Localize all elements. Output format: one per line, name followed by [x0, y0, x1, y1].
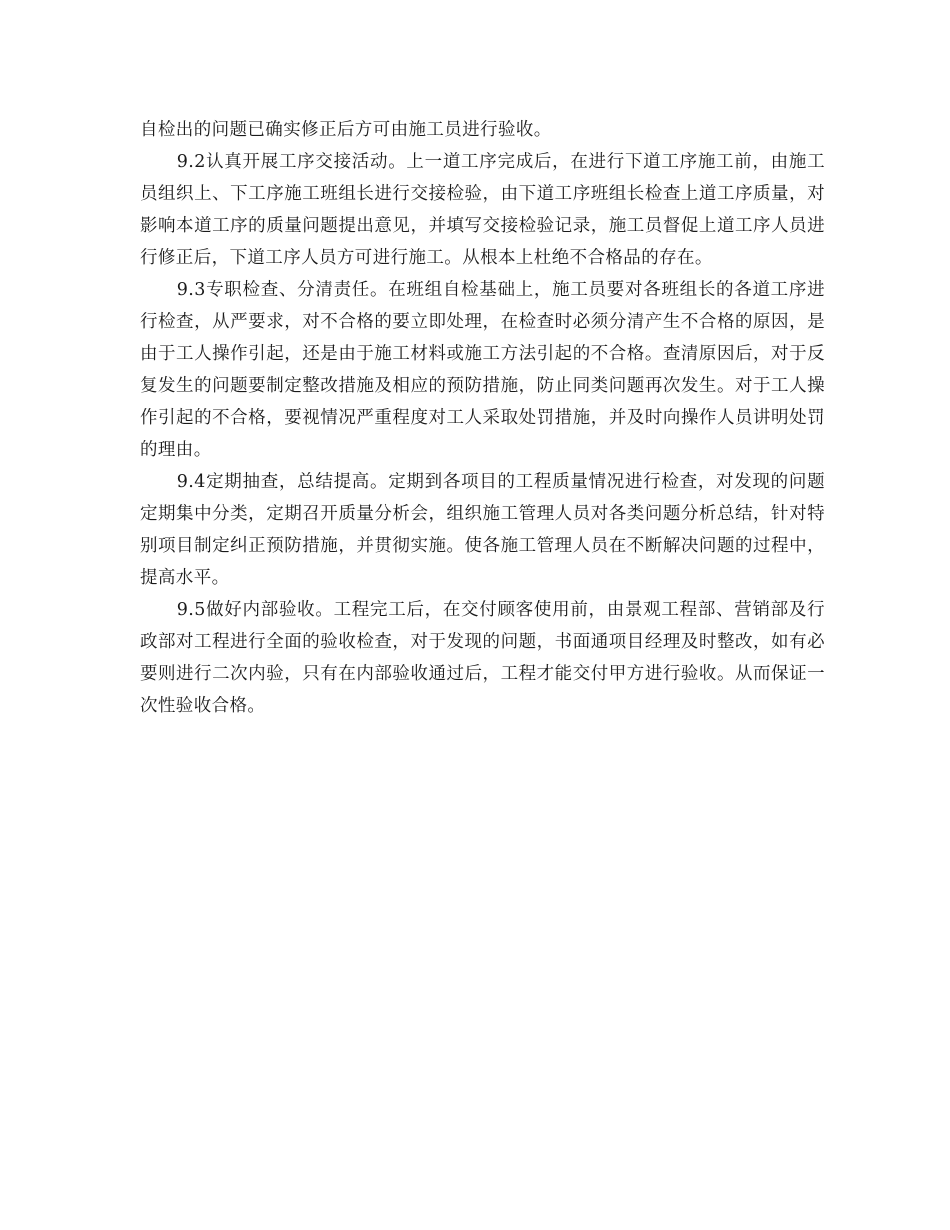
paragraph-9-4: 9.4定期抽查，总结提高。定期到各项目的工程质量情况进行检查，对发现的问题定期集中分类，定期召开质量分析会，组织施工管理人员对各类问题分析总结，针对特别项目制定纠正预防措施，并贯彻实施。使各施工管理人员在不断解决问题的过程中，提高水平。 — [140, 472, 825, 588]
paragraph-9-5: 9.5做好内部验收。工程完工后，在交付顾客使用前，由景观工程部、营销部及行政部对工程进行全面的验收检查，对于发现的问题，书面通项目经理及时整改，如有必要则进行二次内验，只有在内部验收通过后，工程才能交付甲方进行验收。从而保证一次性验收合格。 — [140, 600, 825, 716]
document-body — [140, 114, 825, 722]
paragraph-9-3: 9.3专职检查、分清责任。在班组自检基础上，施工员要对各班组长的各道工序进行检查，从严要求，对不合格的要立即处理，在检查时必须分清产生不合格的原因，是由于工人操作引起，还是由于施工材料或施工方法引起的不合格。查清原因后，对于反复发生的问题要制定整改措施及相应的预防措施，防止同类问题再次发生。对于工人操作引起的不合格，要视情况严重程度对工人采取处罚措施，并及时向操作人员讲明处罚的理由。 — [140, 280, 825, 460]
paragraph-9-2: 9.2认真开展工序交接活动。上一道工序完成后，在进行下道工序施工前，由施工员组织上、下工序施工班组长进行交接检验，由下道工序班组长检查上道工序质量，对影响本道工序的质量问题提出意见，并填写交接检验记录，施工员督促上道工序人员进行修正后，下道工序人员方可进行施工。从根本上杜绝不合格品的存在。 — [140, 152, 825, 268]
paragraph-continuation: 自检出的问题已确实修正后方可由施工员进行验收。 — [140, 120, 552, 140]
